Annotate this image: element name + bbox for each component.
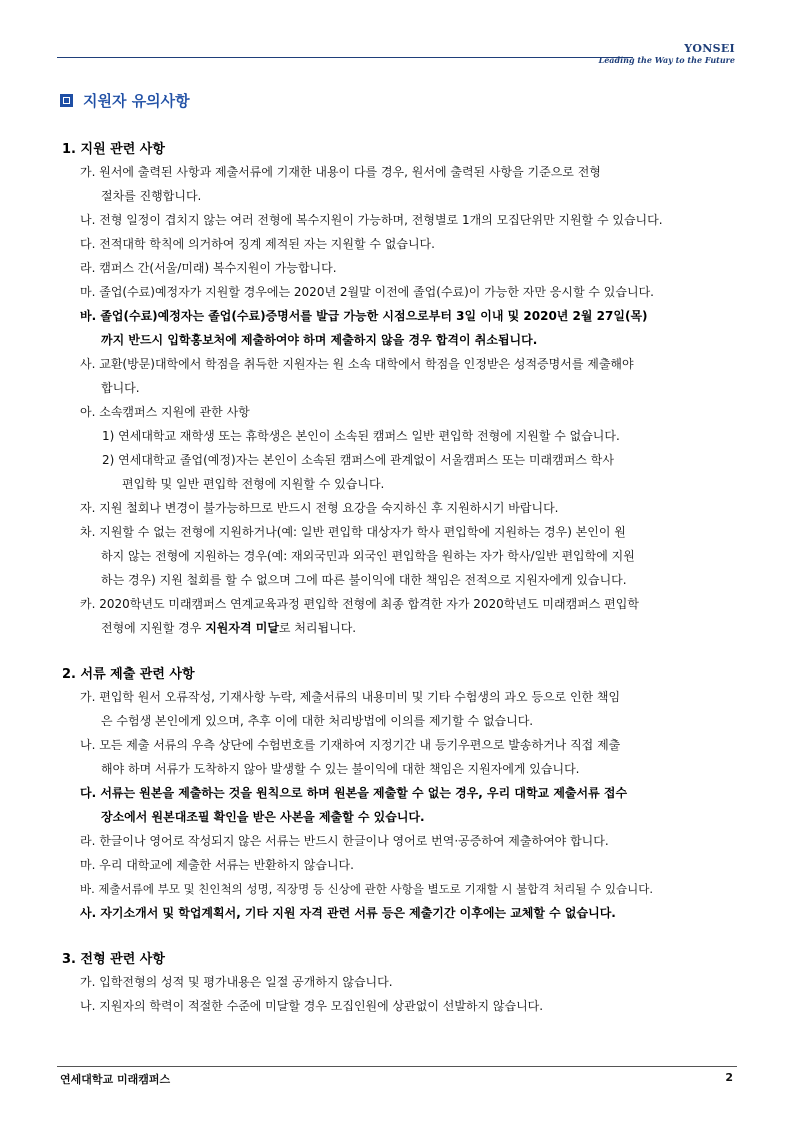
item-line: 은 수험생 본인에게 있으며, 추후 이에 대한 처리방법에 이의를 제기할 수 없습니다. [101,714,534,728]
item-line: 하는 경우) 지원 철회를 할 수 없으며 그에 따른 불이익에 대한 책임은 전적으로 지원자에게 있습니다. [101,573,627,587]
item-line: 라. 캠퍼스 간(서울/미래) 복수지원이 가능합니다. [80,261,337,275]
sub-item-line: 2) 연세대학교 졸업(예정)자는 본인이 소속된 캠퍼스에 관계없이 서울캠퍼스 또는 미래캠퍼스 학사 [102,453,614,467]
item-line-bold: 장소에서 원본대조필 확인을 받은 사본을 제출할 수 있습니다. [101,810,425,824]
item-line: 하지 않는 전형에 지원하는 경우(예: 재외국민과 외국인 편입학을 원하는 자가 학사/일반 편입학에 지원 [101,549,635,563]
item-line: 마. 우리 대학교에 제출한 서류는 반환하지 않습니다. [80,858,354,872]
item-line: 바. 제출서류에 부모 및 친인척의 성명, 직장명 등 신상에 관한 사항을 별도로 기재할 시 불합격 처리될 수 있습니다. [80,882,654,896]
item-line: 다. 전적대학 학칙에 의거하여 징계 제적된 자는 지원할 수 없습니다. [80,237,435,251]
item-text: 전형에 지원할 경우 [101,621,206,635]
item-line: 절차를 진행합니다. [101,189,202,203]
item-line: 라. 한글이나 영어로 작성되지 않은 서류는 반드시 한글이나 영어로 번역·공증하여 제출하여야 합니다. [80,834,609,848]
item-line: 사. 교환(방문)대학에서 학점을 취득한 지원자는 원 소속 대학에서 학점을 인정받은 성적증명서를 제출해야 [80,357,634,371]
item-line: 나. 지원자의 학력이 적절한 수준에 미달할 경우 모집인원에 상관없이 선발하지 않습니다. [80,999,544,1013]
section-heading: 1. 지원 관련 사항 [62,142,165,157]
item-line: 해야 하며 서류가 도착하지 않아 발생할 수 있는 불이익에 대한 책임은 지원자에게 있습니다. [101,762,580,776]
sub-item-line: 편입학 및 일반 편입학 전형에 지원할 수 있습니다. [122,477,385,491]
item-line: 자. 지원 철회나 변경이 불가능하므로 반드시 전형 요강을 숙지하신 후 지원하시기 바랍니다. [80,501,559,515]
item-line: 가. 입학전형의 성적 및 평가내용은 일절 공개하지 않습니다. [80,975,393,989]
item-line-bold: 바. 졸업(수료)예정자는 졸업(수료)증명서를 발급 가능한 시점으로부터 3일 이내 및 2020년 2월 27일(목) [80,309,648,323]
item-line: 가. 원서에 출력된 사항과 제출서류에 기재한 내용이 다를 경우, 원서에 출력된 사항을 기준으로 전형 [80,165,601,179]
logo-name: YONSEI [684,42,735,55]
item-line-bold: 사. 자기소개서 및 학업계획서, 기타 지원 자격 관련 서류 등은 제출기간 이후에는 교체할 수 없습니다. [80,906,616,920]
section-heading: 3. 전형 관련 사항 [62,952,165,967]
item-text-bold: 지원자격 미달 [205,621,279,635]
item-line-bold: 다. 서류는 원본을 제출하는 것을 원칙으로 하며 원본을 제출할 수 없는 경우, 우리 대학교 제출서류 접수 [80,786,628,800]
item-line: 카. 2020학년도 미래캠퍼스 연계교육과정 편입학 전형에 최종 합격한 자가 2020학년도 미래캠퍼스 편입학 [80,597,639,611]
footer-institution: 연세대학교 미래캠퍼스 [60,1073,171,1086]
item-line: 차. 지원할 수 없는 전형에 지원하거나(예: 일반 편입학 대상자가 학사 편입학에 지원하는 경우) 본인이 원 [80,525,626,539]
page-title-text: 지원자 유의사항 [83,92,190,110]
section-heading: 2. 서류 제출 관련 사항 [62,667,195,682]
item-line: 합니다. [101,381,140,395]
logo-slogan: Leading the Way to the Future [598,55,735,65]
item-line: 나. 전형 일정이 겹치지 않는 여러 전형에 복수지원이 가능하며, 전형별로 1개의 모집단위만 지원할 수 있습니다. [80,213,663,227]
item-line-bold: 까지 반드시 입학홍보처에 제출하여야 하며 제출하지 않을 경우 합격이 취소됩니다. [101,333,538,347]
footer-rule [57,1066,737,1067]
item-line: 나. 모든 제출 서류의 우측 상단에 수험번호를 기재하여 지정기간 내 등기우편으로 발송하거나 직접 제출 [80,738,621,752]
item-line: 아. 소속캠퍼스 지원에 관한 사항 [80,405,250,419]
page-number: 2 [725,1071,733,1084]
sub-item-line: 1) 연세대학교 재학생 또는 휴학생은 본인이 소속된 캠퍼스 일반 편입학 전형에 지원할 수 없습니다. [102,429,620,443]
item-line: 가. 편입학 원서 오류작성, 기재사항 누락, 제출서류의 내용미비 및 기타 수험생의 과오 등으로 인한 책임 [80,690,621,704]
item-line-mixed [101,620,356,636]
item-line: 마. 졸업(수료)예정자가 지원할 경우에는 2020년 2월말 이전에 졸업(수료)이 가능한 자만 응시할 수 있습니다. [80,285,654,299]
item-text: 로 처리됩니다. [278,621,357,635]
